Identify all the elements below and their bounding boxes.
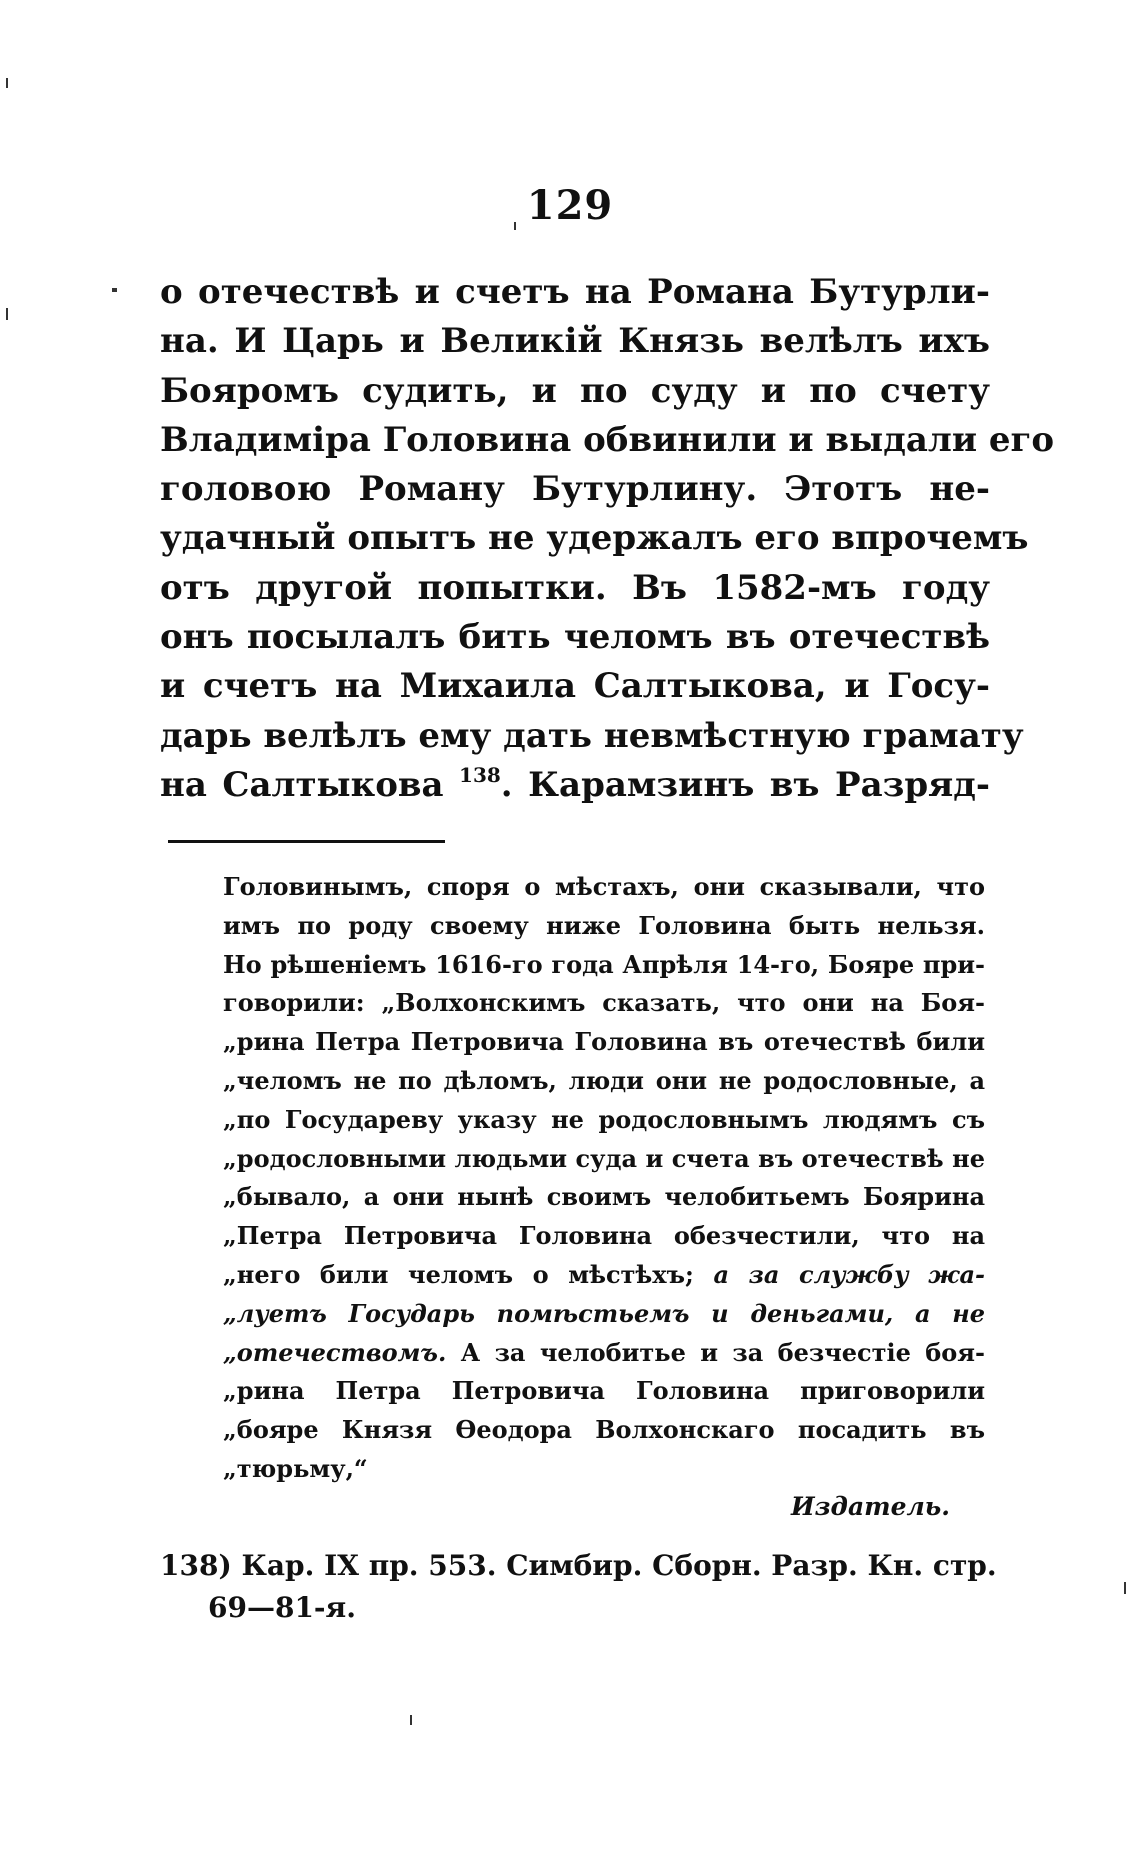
- note-divider-rule: [168, 840, 445, 843]
- main-text-line: удачный опытъ не удержалъ его впрочемъ: [160, 518, 1029, 559]
- main-text-line: Владиміра Головина обвинили и выдали его: [160, 419, 1055, 460]
- main-text-line: о отечествѣ и счетъ на Романа Бутурли-: [160, 272, 990, 312]
- footnote-block: [160, 1545, 997, 1629]
- note-line: „тюрьму,“: [223, 1453, 368, 1483]
- note-line: „рина Петра Петровича Головина приговорили: [223, 1376, 985, 1406]
- scan-speck: [514, 222, 516, 230]
- note-italic-segment: „отечествомъ.: [223, 1337, 447, 1367]
- scan-speck: [1124, 1582, 1126, 1594]
- main-text-line: головою Роману Бутурлину. Этотъ не-: [160, 469, 990, 510]
- note-line: Головинымъ, споря о мѣстахъ, они сказывали, что: [223, 872, 985, 901]
- note-line: имъ по роду своему ниже Головина быть нельзя.: [223, 910, 985, 940]
- main-text-segment: . Карамзинъ въ Разряд-: [500, 764, 990, 805]
- note-italic-segment: а за службу жа-: [713, 1259, 985, 1289]
- note-segment: „него били челомъ о мѣстѣхъ;: [223, 1259, 714, 1289]
- main-text-line: на. И Царь и Великій Князь велѣлъ ихъ: [160, 321, 990, 362]
- note-line: „челомъ не по дѣломъ, люди они не родословные, а: [223, 1065, 985, 1095]
- note-line: „родословными людьми суда и счета въ отечествѣ не: [223, 1143, 985, 1173]
- publisher-signature: Издатель.: [790, 1492, 950, 1521]
- main-text-last-line: [160, 761, 990, 810]
- scan-speck: [410, 1715, 412, 1725]
- main-text-line: и счетъ на Михаила Салтыкова, и Госу-: [160, 666, 990, 707]
- footnote-reference: 138: [459, 762, 501, 787]
- note-line: „по Государеву указу не родословнымъ людямъ съ: [223, 1104, 985, 1134]
- note-line: говорили: „Волхонскимъ сказать, что они на Боя-: [223, 988, 985, 1018]
- note-line: „рина Петра Петровича Головина въ отечествѣ били: [223, 1027, 985, 1057]
- note-line: „бывало, а они нынѣ своимъ челобитьемъ Боярина: [223, 1182, 985, 1212]
- note-line: [223, 1256, 985, 1295]
- footnote-line: 69—81-я.: [208, 1591, 356, 1624]
- note-italic-segment: „луетъ Государь помѣстьемъ и деньгами, а не: [223, 1298, 985, 1328]
- note-line: „Петра Петровича Головина обезчестили, что на: [223, 1221, 985, 1251]
- scan-speck: [112, 288, 117, 292]
- note-line: [223, 1295, 985, 1334]
- note-line: „бояре Князя Өеодора Волхонскаго посадить въ: [223, 1415, 985, 1445]
- main-text-line: онъ посылалъ бить челомъ въ отечествѣ: [160, 617, 990, 658]
- scan-speck: [6, 78, 8, 88]
- main-text-segment: на Салтыкова: [160, 764, 460, 805]
- main-text-line: дарь велѣлъ ему дать невмѣстную грамату: [160, 715, 1024, 756]
- main-text-line: отъ другой попытки. Въ 1582-мъ году: [160, 567, 990, 608]
- note-line: Но рѣшеніемъ 1616-го года Апрѣля 14-го, Бояре при-: [223, 949, 985, 979]
- page-number: 129: [526, 182, 614, 229]
- continued-note-block: [223, 868, 985, 1489]
- scan-speck: [6, 308, 8, 320]
- main-text-block: [160, 268, 1055, 810]
- main-text-line: Бояромъ судить, и по суду и по счету: [160, 370, 990, 411]
- note-line: [223, 1334, 985, 1373]
- footnote-line: 138) Кар. IX пр. 553. Симбир. Сборн. Разр. Кн. стр.: [160, 1549, 997, 1582]
- note-segment: А за челобитье и за безчестіе боя-: [446, 1337, 985, 1367]
